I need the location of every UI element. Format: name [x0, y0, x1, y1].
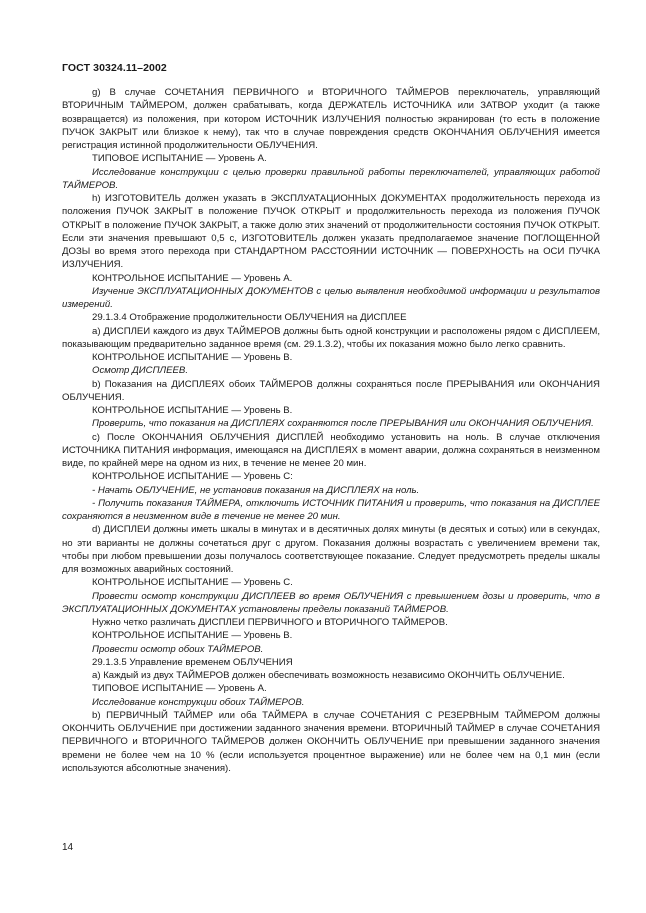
body-paragraph: КОНТРОЛЬНОЕ ИСПЫТАНИЕ — Уровень А.	[92, 272, 293, 284]
body-paragraph: 29.1.3.4 Отображение продолжительности ОБЛУЧЕНИЯ на ДИСПЛЕЕ	[92, 312, 407, 324]
body-paragraph: Нужно четко различать ДИСПЛЕИ ПЕРВИЧНОГО и ВТОРИЧНОГО ТАЙМЕРОВ.	[92, 617, 448, 628]
page-number: 14	[62, 842, 74, 853]
body-paragraph: КОНТРОЛЬНОЕ ИСПЫТАНИЕ — Уровень С.	[92, 577, 293, 589]
test-method-paragraph: - Начать ОБЛУЧЕНИЕ, не установив показания на ДИСПЛЕЯХ на ноль.	[92, 484, 420, 496]
body-paragraph: ТИПОВОЕ ИСПЫТАНИЕ — Уровень А.	[92, 683, 267, 695]
body-paragraph: g) В случае СОЧЕТАНИЯ ПЕРВИЧНОГО и ВТОРИЧНОГО ТАЙМЕРОВ переключатель, управляющий ВТОРИЧНЫМ ТАЙМЕРОМ, должен срабатывать, когда ДЕРЖАТЕЛЬ ИСТОЧНИКА или ЗАТВОР уходит (а также возвращается) из положения, при котором ИСТОЧНИК ИЗЛУЧЕНИЯ полностью экранирован (то есть в положение ПУЧОК ЗАКРЫТ или близкое к нему), так что в случае повреждения средств ОКОНЧАНИЯ ОБЛУЧЕНИЯ имеется регистрация истинной продолжительности ОБЛУЧЕНИЯ.	[62, 87, 600, 151]
body-paragraph: ТИПОВОЕ ИСПЫТАНИЕ — Уровень А.	[92, 153, 267, 165]
body-paragraph: КОНТРОЛЬНОЕ ИСПЫТАНИЕ — Уровень В.	[92, 405, 293, 416]
document-body	[62, 86, 600, 775]
document-header: ГОСТ 30324.11–2002	[62, 62, 167, 74]
body-paragraph: h) ИЗГОТОВИТЕЛЬ должен указать в ЭКСПЛУАТАЦИОННЫХ ДОКУМЕНТАХ продолжительность перехода из положения ПУЧОК ЗАКРЫТ в положение ПУЧОК ОТКРЫТ и продолжительность перехода из положения ПУЧОК ОТКРЫТ в положение ПУЧОК ЗАКРЫТ, а также долю этих значений от продолжительности состояния ПУЧОК ОТКРЫТ. Если эти значения превышают 0,5 с, ИЗГОТОВИТЕЛЬ должен указать предполагаемое значение ПОГЛОЩЕННОЙ ДОЗЫ во время этого перехода при СТАНДАРТНОМ РАССТОЯНИИ ИСТОЧНИК — ПОВЕРХНОСТЬ на ОСИ ПУЧКА ИЗЛУЧЕНИЯ.	[62, 193, 600, 271]
body-paragraph: а) ДИСПЛЕИ каждого из двух ТАЙМЕРОВ должны быть одной конструкции и расположены рядом с ДИСПЛЕЕМ, показывающим предварительно заданное время (см. 29.1.3.2), чтобы их показания можно было легко сравнить.	[62, 325, 600, 350]
body-paragraph: b) ПЕРВИЧНЫЙ ТАЙМЕР или оба ТАЙМЕРА в случае СОЧЕТАНИЯ С РЕЗЕРВНЫМ ТАЙМЕРОМ должны ОКОНЧИТЬ ОБЛУЧЕНИЕ при достижении заданного значения времени. ВТОРИЧНЫЙ ТАЙМЕР в случае СОЧЕТАНИЯ ПЕРВИЧНОГО и ВТОРИЧНОГО ТАЙМЕРОВ должен ОКОНЧИТЬ ОБЛУЧЕНИЕ при превышении заданного значения времени не более чем на 10 % (если используется процентное выражение) или не более чем на 0,1 мин (если используются абсолютные значения).	[62, 709, 600, 774]
body-paragraph: КОНТРОЛЬНОЕ ИСПЫТАНИЕ — Уровень В.	[92, 352, 293, 363]
test-method-paragraph: Исследование конструкции обоих ТАЙМЕРОВ.	[92, 696, 305, 708]
test-method-paragraph: Провести осмотр конструкции ДИСПЛЕЕВ во время ОБЛУЧЕНИЯ с превышением дозы и проверить, что в ЭКСПЛУАТАЦИОННЫХ ДОКУМЕНТАХ установлены пределы показаний ТАЙМЕРОВ.	[62, 590, 600, 615]
test-method-paragraph: Осмотр ДИСПЛЕЕВ.	[92, 365, 188, 377]
body-paragraph: b) Показания на ДИСПЛЕЯХ обоих ТАЙМЕРОВ должны сохраняться после ПРЕРЫВАНИЯ или ОКОНЧАНИЯ ОБЛУЧЕНИЯ.	[62, 378, 600, 403]
body-paragraph: КОНТРОЛЬНОЕ ИСПЫТАНИЕ — Уровень С:	[92, 471, 293, 483]
test-method-paragraph: Проверить, что показания на ДИСПЛЕЯХ сохраняются после ПРЕРЫВАНИЯ или ОКОНЧАНИЯ ОБЛУЧЕНИЯ.	[92, 418, 594, 430]
test-method-paragraph: - Получить показания ТАЙМЕРА, отключить ИСТОЧНИК ПИТАНИЯ и проверить, что показания на ДИСПЛЕЕ сохраняются в неизменном виде в течение не менее 20 мин.	[62, 497, 600, 522]
body-paragraph: а) Каждый из двух ТАЙМЕРОВ должен обеспечивать возможность независимо ОКОНЧИТЬ ОБЛУЧЕНИЕ.	[92, 670, 565, 681]
body-paragraph: с) После ОКОНЧАНИЯ ОБЛУЧЕНИЯ ДИСПЛЕЙ необходимо установить на ноль. В случае отключения ИСТОЧНИКА ПИТАНИЯ информация, имеющаяся на ДИСПЛЕЯХ в момент аварии, должна сохраняться в неизменном виде, по крайней мере на одном из них, в течение не менее 20 мин.	[62, 431, 600, 469]
body-paragraph: КОНТРОЛЬНОЕ ИСПЫТАНИЕ — Уровень В.	[92, 630, 293, 642]
test-method-paragraph: Исследование конструкции с целью проверки правильной работы переключателей, управляющих работой ТАЙМЕРОВ.	[62, 166, 600, 191]
body-paragraph: 29.1.3.5 Управление временем ОБЛУЧЕНИЯ	[92, 656, 293, 668]
test-method-paragraph: Изучение ЭКСПЛУАТАЦИОННЫХ ДОКУМЕНТОВ с целью выявления необходимой информации и результатов измерений.	[62, 285, 600, 310]
test-method-paragraph: Провести осмотр обоих ТАЙМЕРОВ.	[92, 643, 264, 655]
body-paragraph: d) ДИСПЛЕИ должны иметь шкалы в минутах и в десятичных долях минуты (в десятых и сотых) или в секундах, но эти варианты не должны сочетаться друг с другом. Показания должны возрастать с увеличением времени так, чтобы при любом превышении дозы получалось соответствующее показание. Следует предусмотреть пределы шкалы для возможных аварийных состояний.	[62, 524, 600, 575]
